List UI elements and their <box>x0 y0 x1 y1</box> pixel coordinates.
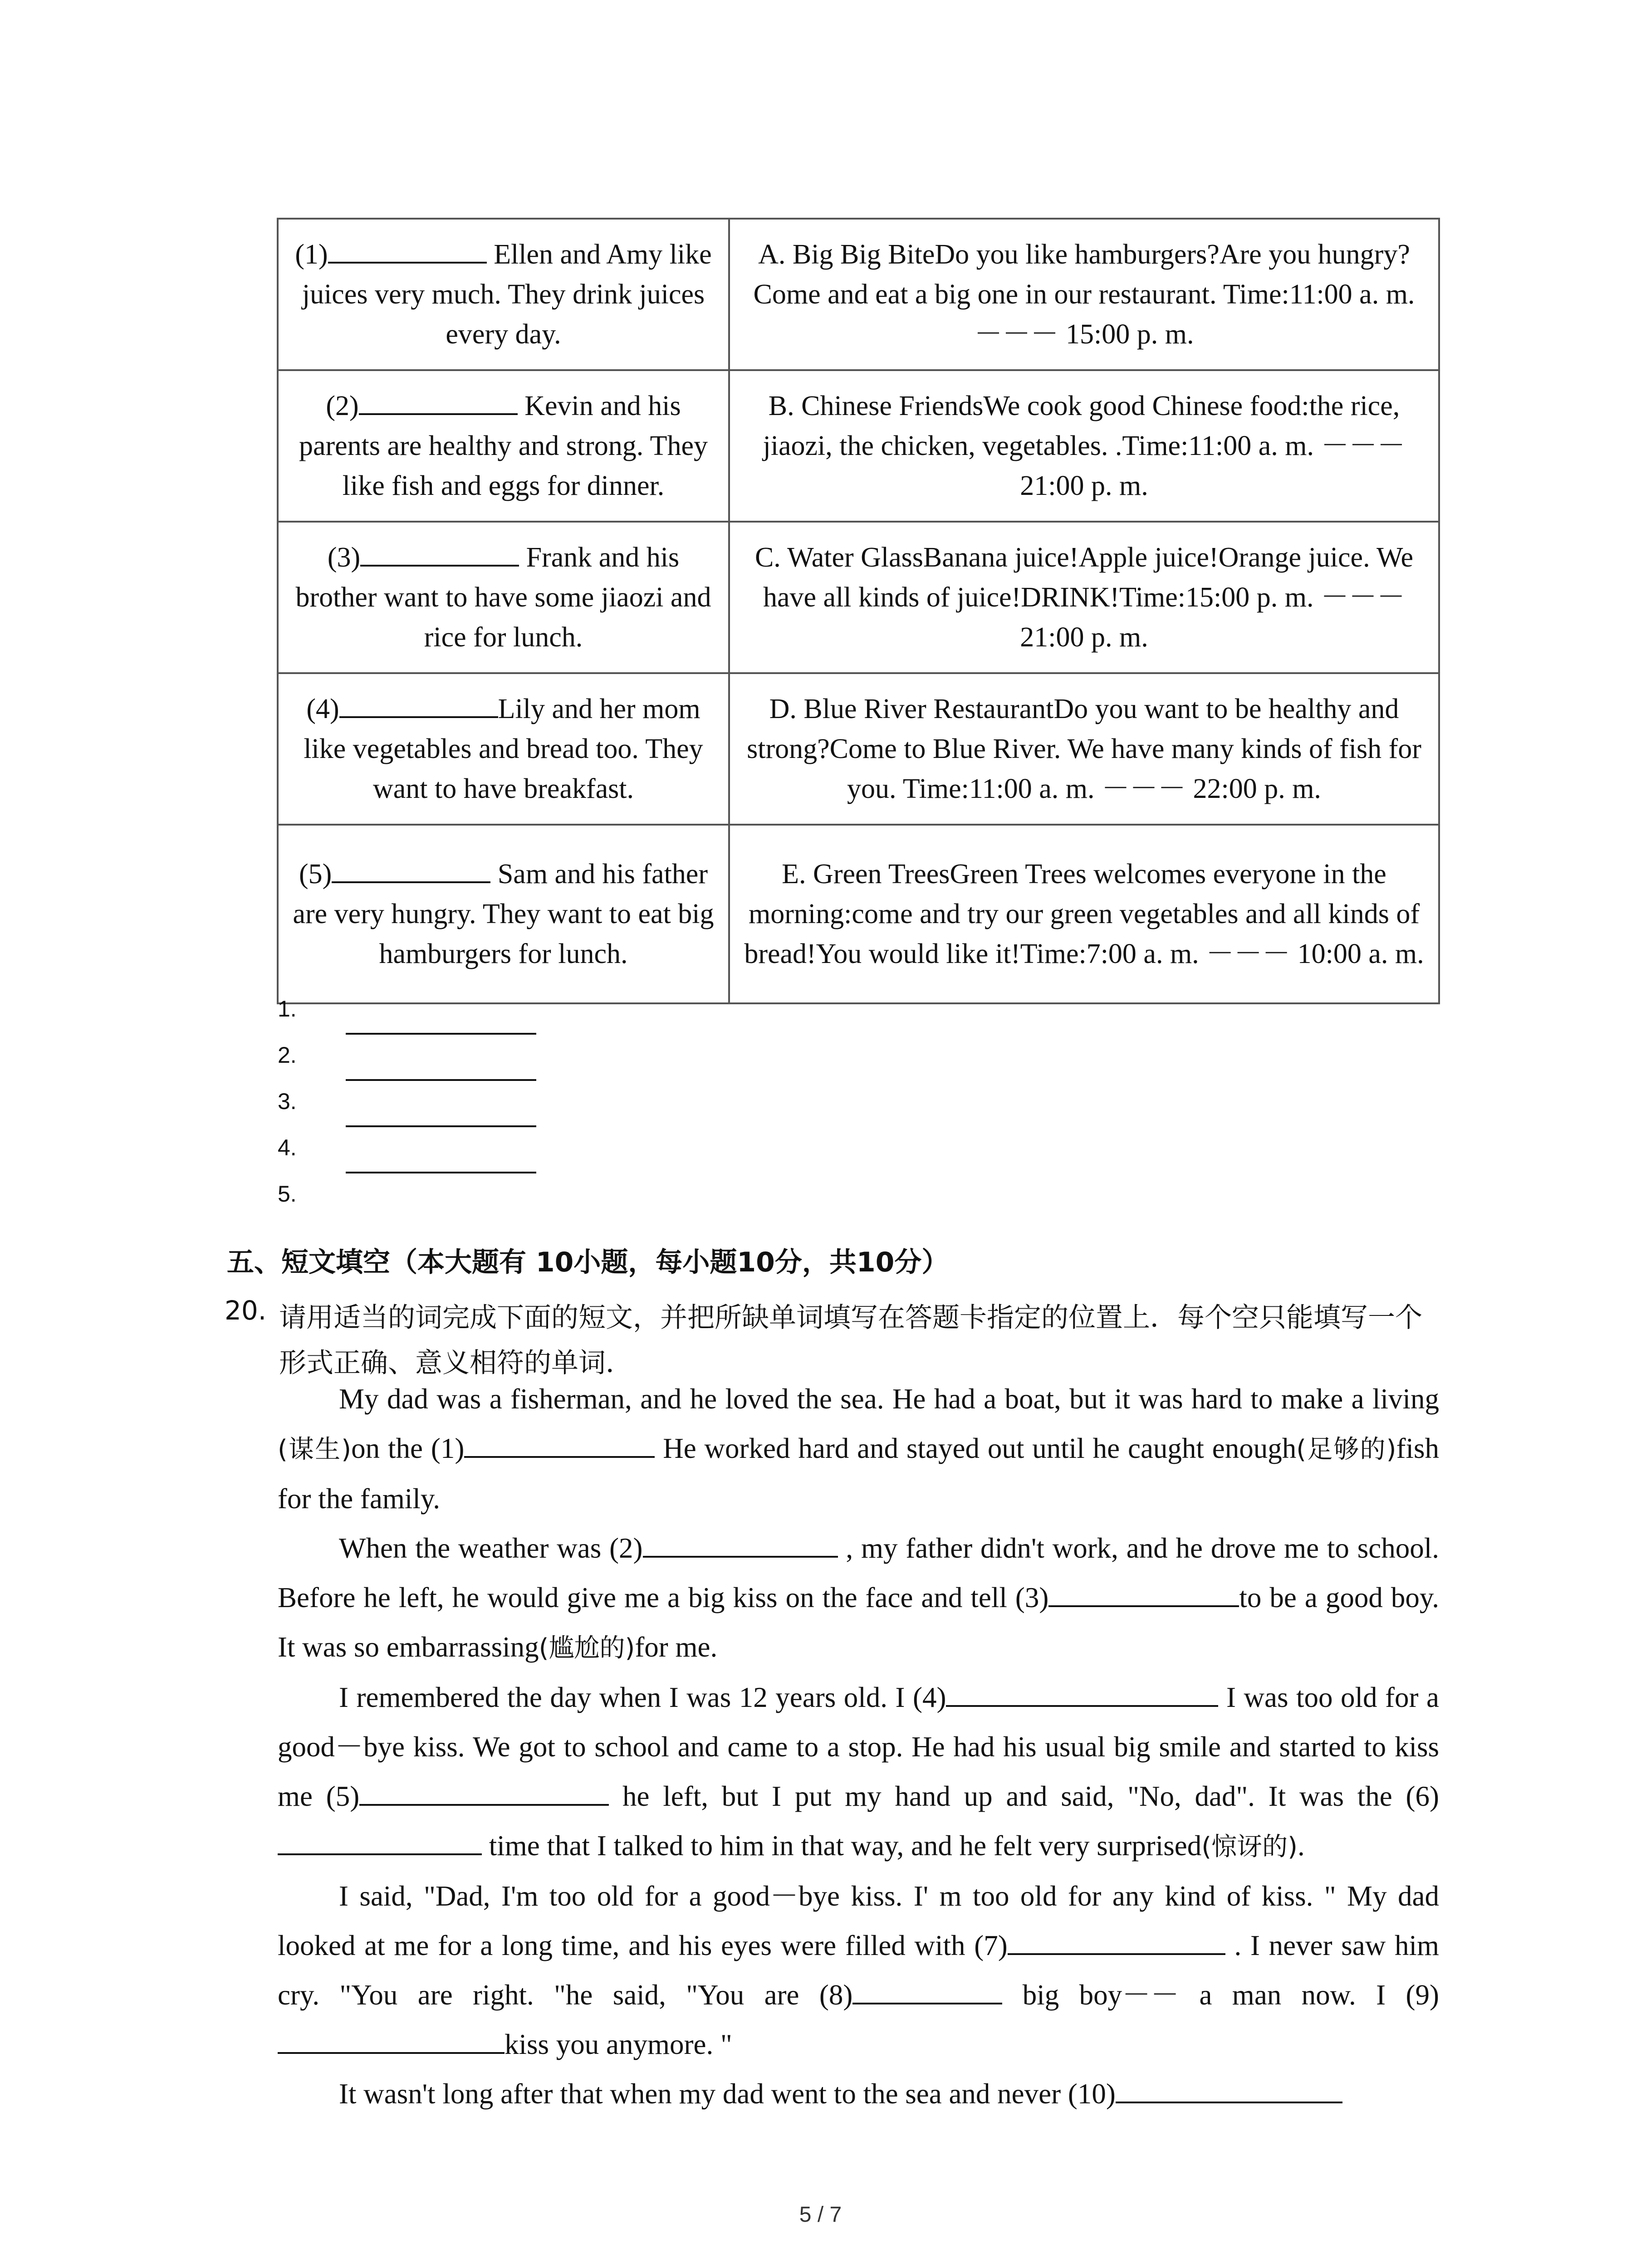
passage-paragraph: When the weather was (2) , my father didn't work, and he drove me to school. Before he left, he would give me a big kiss on the face and tell (3) to be a good boy. It was so embarrassing(尴尬的)for me. <box>278 1524 1439 1673</box>
matching-row <box>278 370 1439 522</box>
matching-left-cell: (5) Sam and his father are very hungry. They want to eat big hamburgers for lunch. <box>278 825 729 1003</box>
question-instruction: 请用适当的词完成下面的短文，并把所缺单词填写在答题卡指定的位置上．每个空只能填写一个形式正确、意义相符的单词． <box>279 1302 1422 1379</box>
blank-8[interactable] <box>852 1975 1002 2004</box>
blank-3[interactable] <box>1048 1577 1239 1607</box>
blank-9[interactable] <box>278 2024 505 2054</box>
answer-blank[interactable] <box>328 235 487 264</box>
matching-row <box>278 673 1439 825</box>
matching-right-cell: A. Big Big BiteDo you like hamburgers?Are you hungry?Come and eat a big one in our restaurant. Time:11:00 a. m. －－－ 15:00 p. m. <box>729 219 1439 370</box>
answer-line[interactable] <box>346 1125 536 1127</box>
section-title: 五、短文填空（本大题有 10小题，每小题10分，共10分） <box>227 1246 949 1278</box>
passage-paragraph: I remembered the day when I was 12 years old. I (4) I was too old for a good－bye kiss. We got to school and came to a stop. He had his usual big smile and started to kiss me (5) he left, but I put my hand up and said, "No, dad". It was the (6) time that I talked to him in that way, and he felt very surprised(惊讶的). <box>278 1673 1439 1872</box>
passage-paragraph: I said, "Dad, I'm too old for a good－bye kiss. I' m too old for any kind of kiss. " My dad looked at me for a long time, and his eyes were filled with (7) . I never saw him cry. "You are right. "he said, "You are (8) big boy－－ a man now. I (9)kiss you anymore. " <box>278 1880 1439 2060</box>
question-number: 20. <box>225 1295 267 1326</box>
answer-number: 5. <box>278 1181 297 1207</box>
blank-4[interactable] <box>946 1677 1218 1707</box>
matching-left-cell: (4) Lily and her mom like vegetables and bread too. They want to have breakfast. <box>278 673 729 825</box>
matching-left-cell: (3) Frank and his brother want to have some jiaozi and rice for lunch. <box>278 522 729 673</box>
answer-blank[interactable] <box>360 538 519 567</box>
matching-row <box>278 522 1439 673</box>
answer-line[interactable] <box>346 1172 536 1173</box>
matching-table <box>277 218 1440 1004</box>
blank-6[interactable] <box>278 1825 482 1855</box>
answer-blank[interactable] <box>332 854 490 883</box>
passage <box>278 1374 1439 2119</box>
matching-right-cell: B. Chinese FriendsWe cook good Chinese food:the rice, jiaozi, the chicken, vegetables. .Time:11:00 a. m. －－－21:00 p. m. <box>729 370 1439 522</box>
matching-right-cell: C. Water GlassBanana juice!Apple juice!Orange juice. We have all kinds of juice!DRINK!Time:15:00 p. m. －－－21:00 p. m. <box>729 522 1439 673</box>
answer-number: 1. <box>278 996 297 1022</box>
answer-blank[interactable] <box>339 689 498 718</box>
blank-2[interactable] <box>643 1528 838 1558</box>
matching-left-cell: (1) Ellen and Amy like juices very much. They drink juices every day. <box>278 219 729 370</box>
answer-blank[interactable] <box>359 386 518 415</box>
answer-number: 4. <box>278 1135 297 1160</box>
answer-number: 2. <box>278 1042 297 1068</box>
matching-row <box>278 219 1439 370</box>
answer-line[interactable] <box>346 1033 536 1035</box>
blank-1[interactable] <box>464 1428 655 1458</box>
matching-right-cell: D. Blue River RestaurantDo you want to be healthy and strong?Come to Blue River. We have many kinds of fish for you. Time:11:00 a. m. －－－ 22:00 p. m. <box>729 673 1439 825</box>
blank-10[interactable] <box>1116 2073 1342 2103</box>
answer-number: 3. <box>278 1089 297 1114</box>
passage-paragraph: My dad was a fisherman, and he loved the sea. He had a boat, but it was hard to make a living (谋生)on the (1) He worked hard and stayed out until he caught enough(足够的)fish for the family. <box>278 1383 1439 1515</box>
passage-paragraph: It wasn't long after that when my dad went to the sea and never (10) <box>278 2069 1439 2119</box>
blank-5[interactable] <box>359 1776 609 1806</box>
answer-line[interactable] <box>346 1079 536 1081</box>
matching-left-cell: (2) Kevin and his parents are healthy and strong. They like fish and eggs for dinner. <box>278 370 729 522</box>
page-number: 5 / 7 <box>799 2203 842 2227</box>
matching-row <box>278 825 1439 1003</box>
blank-7[interactable] <box>1008 1925 1225 1955</box>
matching-right-cell: E. Green TreesGreen Trees welcomes everyone in the morning:come and try our green vegetables and all kinds of bread!You would like it!Time:7:00 a. m. －－－ 10:00 a. m. <box>729 825 1439 1003</box>
